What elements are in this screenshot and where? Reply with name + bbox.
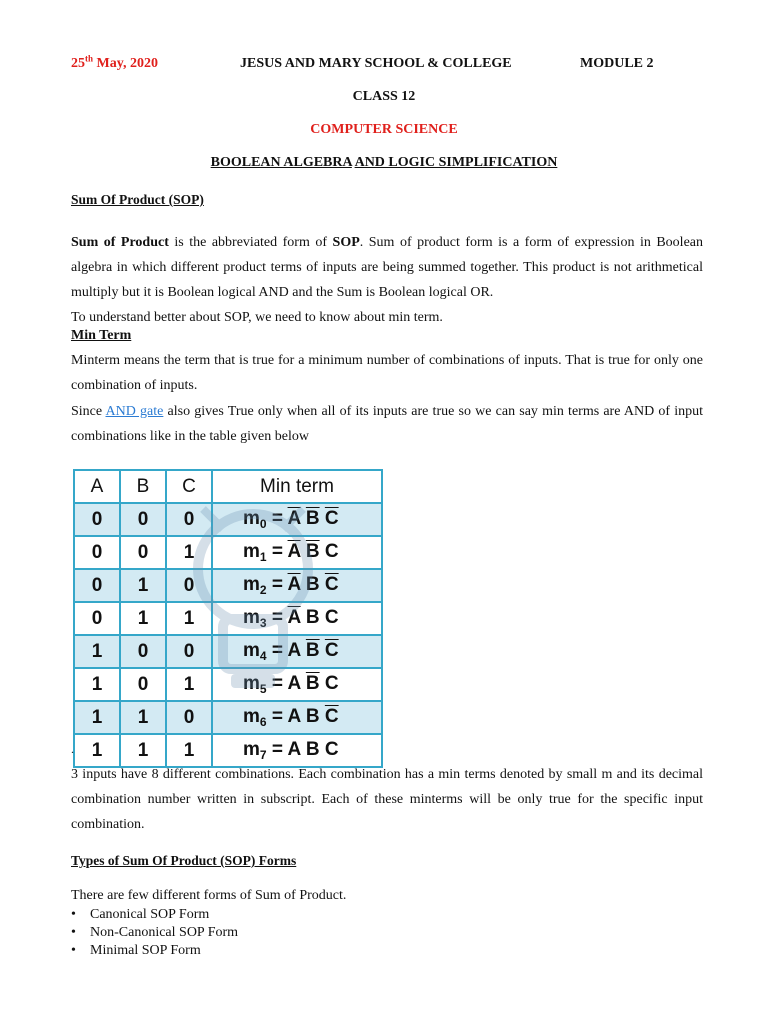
minterm-index: 3	[259, 616, 267, 630]
since-rest: also gives True only when all of its inputs are true so we can say min terms are AND of input combinations like in the table given below	[71, 404, 703, 444]
minterm-equals: =	[266, 706, 288, 727]
forms-list	[71, 906, 238, 960]
bullet-icon: •	[71, 925, 76, 940]
minterm-equals: =	[266, 607, 288, 628]
sop-bold-start: Sum of Product	[71, 235, 169, 250]
cell-c: 1	[166, 602, 212, 635]
term-b: $\overline{B}$	[305, 640, 320, 661]
cell-c: 0	[166, 701, 212, 734]
topic-title	[0, 155, 768, 171]
cell-minterm	[212, 569, 382, 602]
minterm-equals: =	[266, 508, 288, 529]
subject-title: COMPUTER SCIENCE	[310, 122, 458, 137]
cell-minterm	[212, 701, 382, 734]
cell-minterm	[212, 536, 382, 569]
cell-a: 1	[74, 701, 120, 734]
term-c: C	[324, 541, 339, 562]
term-c: $\overline{C}$	[324, 508, 339, 529]
date	[71, 53, 158, 72]
bullet-icon: •	[71, 907, 76, 922]
combinations-paragraph: 3 inputs have 8 different combinations. Each combination has a min terms denoted by small m and its decimal combination number written in subscript. Each of these minterms will be only true for the specific input combination.	[71, 767, 703, 832]
minterm-index: 6	[259, 715, 267, 729]
minterm-symbol: m	[243, 640, 260, 661]
term-c: $\overline{C}$	[324, 640, 339, 661]
minterm-symbol: m	[243, 706, 260, 727]
date-suffix: th	[85, 53, 94, 64]
cell-b: 0	[120, 503, 166, 536]
header-b: B	[120, 470, 166, 503]
minterm-index: 5	[259, 682, 267, 696]
table-row	[74, 701, 382, 734]
header-minterm: Min term	[212, 470, 382, 503]
cell-b: 1	[120, 734, 166, 767]
term-b: B	[305, 607, 320, 628]
cell-c: 0	[166, 635, 212, 668]
minterm-symbol: m	[243, 541, 260, 562]
sop-heading: Sum Of Product (SOP)	[71, 192, 204, 207]
cell-minterm	[212, 602, 382, 635]
term-a: A	[287, 706, 301, 727]
class-label: CLASS 12	[352, 89, 416, 104]
cell-a: 0	[74, 569, 120, 602]
minterm-symbol: m	[243, 508, 260, 529]
minterm-equals: =	[266, 640, 288, 661]
cell-b: 1	[120, 701, 166, 734]
bullet-icon: •	[71, 943, 76, 958]
term-a: A	[287, 673, 301, 694]
cell-c: 1	[166, 734, 212, 767]
topic-part2: AND LOGIC SIMPLIFICATION	[354, 155, 558, 170]
table-dot: .	[71, 742, 74, 756]
minterm-table	[73, 469, 383, 762]
sop-bold-abbrev: SOP	[332, 235, 360, 250]
cell-b: 0	[120, 668, 166, 701]
header-a: A	[74, 470, 120, 503]
minterm-symbol: m	[243, 739, 260, 760]
form-label: Minimal SOP Form	[90, 943, 201, 958]
minterm-equals: =	[266, 739, 288, 760]
minterm-symbol: m	[243, 607, 260, 628]
term-c: $\overline{C}$	[324, 574, 339, 595]
term-a: A	[287, 640, 301, 661]
minterm-heading: Min Term	[71, 328, 132, 343]
cell-c: 1	[166, 536, 212, 569]
term-b: B	[305, 739, 320, 760]
minterm-index: 7	[259, 748, 267, 762]
types-heading: Types of Sum Of Product (SOP) Forms	[71, 853, 297, 868]
minterm-index: 2	[259, 583, 267, 597]
table-header-row	[74, 470, 382, 503]
cell-b: 0	[120, 635, 166, 668]
minterm-paragraph: Minterm means the term that is true for a minimum number of combinations of inputs. That is true for only one combination of inputs.	[71, 353, 703, 393]
table-row	[74, 668, 382, 701]
date-rest: May, 2020	[93, 56, 158, 71]
understand-line: To understand better about SOP, we need to know about min term.	[71, 310, 443, 325]
form-label: Non-Canonical SOP Form	[90, 925, 239, 940]
term-c: C	[324, 673, 339, 694]
cell-b: 1	[120, 569, 166, 602]
since-start: Since	[71, 404, 106, 419]
sop-text1: is the abbreviated form of	[168, 235, 333, 250]
minterm-symbol: m	[243, 673, 260, 694]
date-day: 25	[71, 56, 85, 71]
cell-c: 0	[166, 503, 212, 536]
list-item	[71, 906, 238, 924]
table-row	[74, 569, 382, 602]
since-paragraph	[71, 399, 703, 449]
table-row	[74, 635, 382, 668]
cell-minterm	[212, 503, 382, 536]
cell-b: 1	[120, 602, 166, 635]
types-intro: There are few different forms of Sum of Product.	[71, 888, 347, 903]
cell-a: 1	[74, 668, 120, 701]
cell-a: 1	[74, 734, 120, 767]
term-a: $\overline{A}$	[287, 574, 301, 595]
minterm-index: 0	[259, 517, 267, 531]
list-item	[71, 924, 238, 942]
truth-table	[73, 469, 383, 768]
term-b: B	[305, 706, 320, 727]
table-row	[74, 536, 382, 569]
list-item	[71, 942, 238, 960]
minterm-index: 4	[259, 649, 267, 663]
cell-b: 0	[120, 536, 166, 569]
sop-text2: . Sum of product form is a form of expression in Boolean algebra in which different product terms of inputs are being summed together. This product is not arithmetical multiply but it is Boolean logical AND and the Sum is Boolean logical OR.	[71, 235, 703, 300]
term-a: $\overline{A}$	[287, 607, 301, 628]
form-label: Canonical SOP Form	[90, 907, 210, 922]
minterm-index: 1	[259, 550, 267, 564]
school-name: JESUS AND MARY SCHOOL & COLLEGE	[240, 56, 512, 71]
term-c: $\overline{C}$	[324, 706, 339, 727]
cell-c: 0	[166, 569, 212, 602]
table-row	[74, 602, 382, 635]
term-a: $\overline{A}$	[287, 541, 301, 562]
minterm-equals: =	[266, 574, 288, 595]
topic-part1: BOOLEAN ALGEBRA	[210, 155, 352, 170]
cell-a: 0	[74, 536, 120, 569]
term-c: C	[324, 739, 339, 760]
header-c: C	[166, 470, 212, 503]
cell-a: 1	[74, 635, 120, 668]
sop-paragraph	[71, 230, 703, 305]
minterm-symbol: m	[243, 574, 260, 595]
cell-a: 0	[74, 602, 120, 635]
term-b: B	[305, 574, 320, 595]
table-row	[74, 503, 382, 536]
term-b: $\overline{B}$	[305, 508, 320, 529]
term-b: $\overline{B}$	[305, 541, 320, 562]
module-label: MODULE 2	[580, 56, 654, 71]
term-b: $\overline{B}$	[305, 673, 320, 694]
cell-minterm	[212, 668, 382, 701]
cell-minterm	[212, 635, 382, 668]
table-body	[74, 503, 382, 767]
term-a: $\overline{A}$	[287, 508, 301, 529]
term-a: A	[287, 739, 301, 760]
cell-a: 0	[74, 503, 120, 536]
minterm-equals: =	[266, 541, 288, 562]
minterm-equals: =	[266, 673, 288, 694]
and-gate-link[interactable]: AND gate	[105, 404, 164, 419]
term-c: C	[324, 607, 339, 628]
cell-c: 1	[166, 668, 212, 701]
